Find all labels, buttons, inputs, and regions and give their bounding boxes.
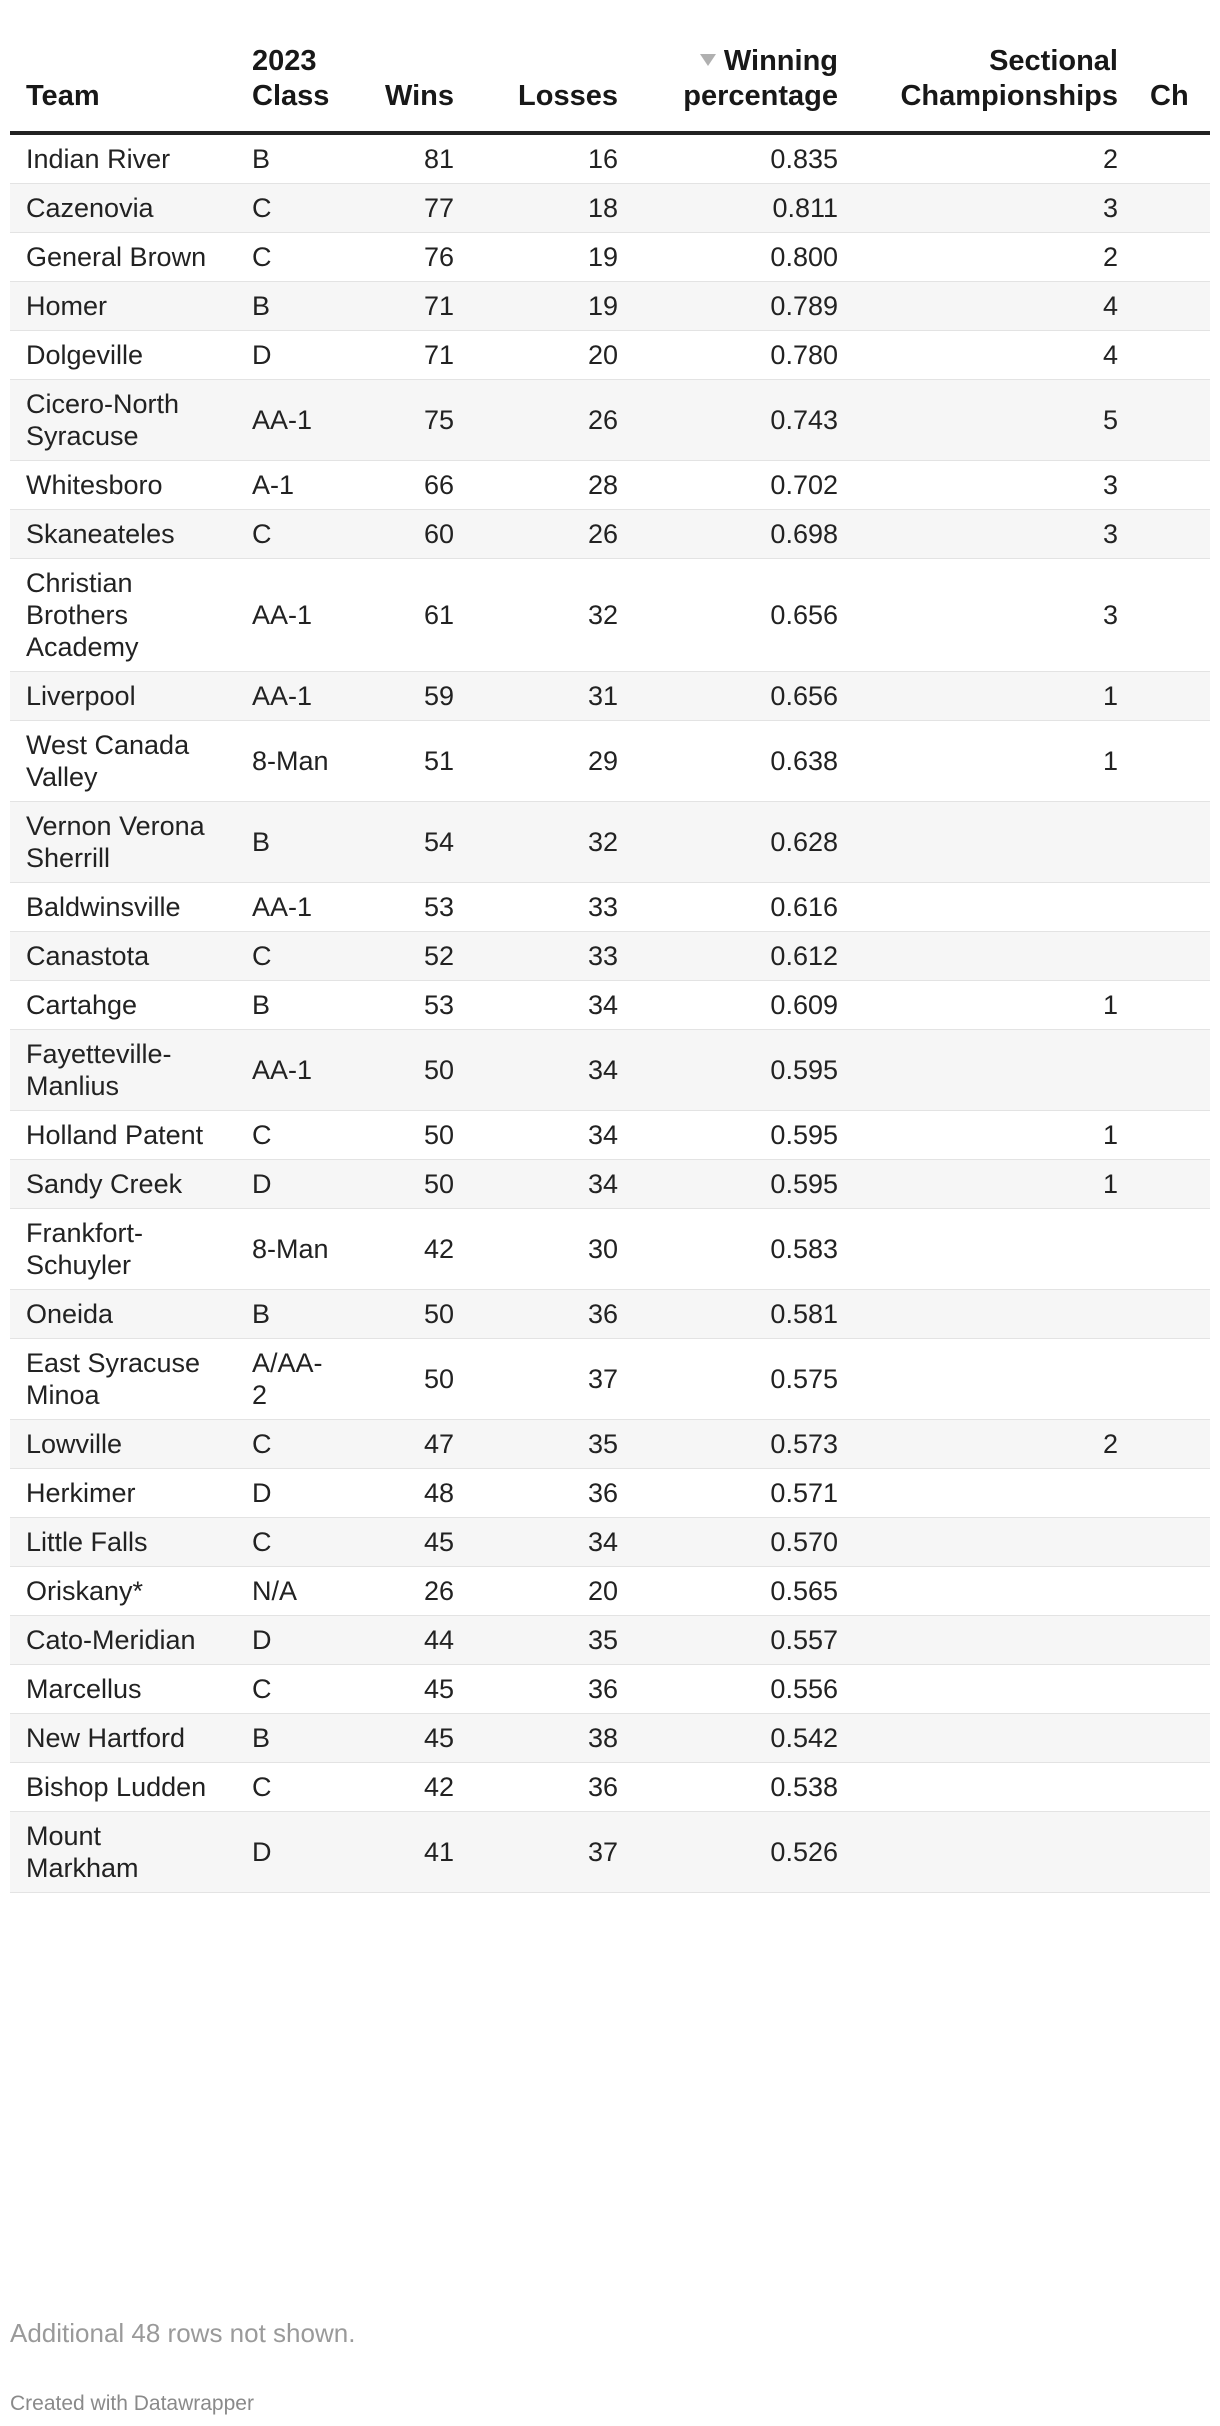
cell-sectional-championships: 4 [854, 331, 1134, 380]
table-container [10, 0, 1210, 2426]
table-row [10, 1030, 1210, 1111]
cell-winning-percentage: 0.628 [634, 802, 854, 883]
cell-class: B [236, 981, 350, 1030]
cell-wins: 81 [350, 133, 470, 184]
cell-losses: 33 [470, 883, 634, 932]
cell-winning-percentage: 0.656 [634, 672, 854, 721]
cell-losses: 34 [470, 981, 634, 1030]
cell-winning-percentage: 0.595 [634, 1030, 854, 1111]
cell-wins: 71 [350, 331, 470, 380]
cell-class: C [236, 1420, 350, 1469]
column-header-sectional-championships[interactable]: Sectional Championships [854, 40, 1134, 133]
cell-championships-truncated [1134, 1812, 1210, 1893]
cell-class: AA-1 [236, 559, 350, 672]
cell-winning-percentage: 0.571 [634, 1469, 854, 1518]
cell-class: C [236, 932, 350, 981]
cell-wins: 75 [350, 380, 470, 461]
cell-winning-percentage: 0.583 [634, 1209, 854, 1290]
cell-losses: 32 [470, 802, 634, 883]
cell-class: AA-1 [236, 380, 350, 461]
cell-team: Whitesboro [10, 461, 236, 510]
table-row [10, 932, 1210, 981]
cell-wins: 50 [350, 1290, 470, 1339]
cell-wins: 53 [350, 981, 470, 1030]
cell-team: Holland Patent [10, 1111, 236, 1160]
cell-championships-truncated [1134, 1209, 1210, 1290]
table-row [10, 184, 1210, 233]
cell-team: Indian River [10, 133, 236, 184]
table-row [10, 802, 1210, 883]
cell-sectional-championships [854, 932, 1134, 981]
cell-wins: 71 [350, 282, 470, 331]
cell-team: General Brown [10, 233, 236, 282]
cell-sectional-championships [854, 1290, 1134, 1339]
cell-team: Mount Markham [10, 1812, 236, 1893]
cell-winning-percentage: 0.573 [634, 1420, 854, 1469]
cell-losses: 34 [470, 1160, 634, 1209]
cell-winning-percentage: 0.581 [634, 1290, 854, 1339]
cell-sectional-championships: 1 [854, 981, 1134, 1030]
cell-team: Little Falls [10, 1518, 236, 1567]
table-row [10, 1616, 1210, 1665]
cell-losses: 19 [470, 282, 634, 331]
cell-championships-truncated [1134, 883, 1210, 932]
cell-class: B [236, 282, 350, 331]
column-header-championships-truncated[interactable]: Ch [1134, 40, 1210, 133]
data-table [10, 40, 1210, 1893]
cell-sectional-championships [854, 1616, 1134, 1665]
cell-championships-truncated [1134, 461, 1210, 510]
cell-wins: 42 [350, 1209, 470, 1290]
cell-championships-truncated [1134, 672, 1210, 721]
cell-wins: 45 [350, 1518, 470, 1567]
cell-wins: 52 [350, 932, 470, 981]
cell-team: Cato-Meridian [10, 1616, 236, 1665]
cell-class: B [236, 1714, 350, 1763]
cell-wins: 44 [350, 1616, 470, 1665]
cell-winning-percentage: 0.835 [634, 133, 854, 184]
cell-class: C [236, 1763, 350, 1812]
cell-championships-truncated [1134, 510, 1210, 559]
cell-winning-percentage: 0.743 [634, 380, 854, 461]
cell-winning-percentage: 0.595 [634, 1160, 854, 1209]
cell-class: AA-1 [236, 672, 350, 721]
cell-losses: 30 [470, 1209, 634, 1290]
cell-championships-truncated [1134, 932, 1210, 981]
cell-sectional-championships: 1 [854, 1160, 1134, 1209]
table-row [10, 1763, 1210, 1812]
table-row [10, 1290, 1210, 1339]
cell-winning-percentage: 0.557 [634, 1616, 854, 1665]
cell-wins: 50 [350, 1111, 470, 1160]
table-row [10, 1209, 1210, 1290]
cell-sectional-championships [854, 1567, 1134, 1616]
cell-team: Christian Brothers Academy [10, 559, 236, 672]
cell-championships-truncated [1134, 1030, 1210, 1111]
cell-winning-percentage: 0.800 [634, 233, 854, 282]
cell-losses: 36 [470, 1469, 634, 1518]
cell-losses: 37 [470, 1339, 634, 1420]
table-row [10, 510, 1210, 559]
cell-wins: 50 [350, 1339, 470, 1420]
cell-team: Dolgeville [10, 331, 236, 380]
table-body [10, 133, 1210, 1893]
cell-championships-truncated [1134, 1339, 1210, 1420]
cell-winning-percentage: 0.556 [634, 1665, 854, 1714]
column-header-team[interactable]: Team [10, 40, 236, 133]
cell-team: West Canada Valley [10, 721, 236, 802]
table-row [10, 282, 1210, 331]
cell-championships-truncated [1134, 282, 1210, 331]
cell-losses: 32 [470, 559, 634, 672]
cell-winning-percentage: 0.780 [634, 331, 854, 380]
cell-wins: 47 [350, 1420, 470, 1469]
cell-losses: 29 [470, 721, 634, 802]
table-row [10, 559, 1210, 672]
cell-class: D [236, 1812, 350, 1893]
cell-sectional-championships [854, 1763, 1134, 1812]
cell-class: A/AA-2 [236, 1339, 350, 1420]
cell-wins: 76 [350, 233, 470, 282]
cell-championships-truncated [1134, 1763, 1210, 1812]
cell-team: Oneida [10, 1290, 236, 1339]
table-row [10, 133, 1210, 184]
cell-class: AA-1 [236, 883, 350, 932]
cell-class: C [236, 184, 350, 233]
cell-sectional-championships: 2 [854, 233, 1134, 282]
cell-championships-truncated [1134, 1714, 1210, 1763]
cell-class: C [236, 1111, 350, 1160]
cell-losses: 20 [470, 331, 634, 380]
cell-class: D [236, 1469, 350, 1518]
cell-winning-percentage: 0.789 [634, 282, 854, 331]
cell-sectional-championships [854, 1209, 1134, 1290]
cell-losses: 16 [470, 133, 634, 184]
cell-wins: 77 [350, 184, 470, 233]
cell-team: Cicero-North Syracuse [10, 380, 236, 461]
cell-losses: 20 [470, 1567, 634, 1616]
cell-wins: 60 [350, 510, 470, 559]
cell-championships-truncated [1134, 1665, 1210, 1714]
cell-losses: 35 [470, 1616, 634, 1665]
column-header-winning-percentage[interactable] [634, 40, 854, 133]
cell-championships-truncated [1134, 1567, 1210, 1616]
cell-losses: 26 [470, 510, 634, 559]
column-header-winning-percentage-label: Winning percentage [683, 45, 838, 112]
table-row [10, 1420, 1210, 1469]
cell-class: B [236, 133, 350, 184]
cell-sectional-championships [854, 1339, 1134, 1420]
cell-team: Frankfort-Schuyler [10, 1209, 236, 1290]
cell-wins: 54 [350, 802, 470, 883]
cell-losses: 35 [470, 1420, 634, 1469]
column-header-class[interactable]: 2023 Class [236, 40, 350, 133]
table-row [10, 1469, 1210, 1518]
cell-team: Herkimer [10, 1469, 236, 1518]
cell-sectional-championships: 1 [854, 672, 1134, 721]
cell-winning-percentage: 0.565 [634, 1567, 854, 1616]
cell-championships-truncated [1134, 1290, 1210, 1339]
sort-descending-icon [700, 54, 716, 66]
cell-championships-truncated [1134, 233, 1210, 282]
cell-class: 8-Man [236, 1209, 350, 1290]
cell-wins: 41 [350, 1812, 470, 1893]
table-row [10, 1160, 1210, 1209]
cell-championships-truncated [1134, 802, 1210, 883]
cell-wins: 50 [350, 1030, 470, 1111]
cell-wins: 53 [350, 883, 470, 932]
cell-sectional-championships: 3 [854, 184, 1134, 233]
table-row [10, 331, 1210, 380]
table-row [10, 1714, 1210, 1763]
cell-winning-percentage: 0.526 [634, 1812, 854, 1893]
cell-sectional-championships: 4 [854, 282, 1134, 331]
table-row [10, 1339, 1210, 1420]
cell-winning-percentage: 0.811 [634, 184, 854, 233]
cell-team: Fayetteville-Manlius [10, 1030, 236, 1111]
cell-winning-percentage: 0.575 [634, 1339, 854, 1420]
cell-losses: 26 [470, 380, 634, 461]
cell-wins: 45 [350, 1714, 470, 1763]
cell-team: Sandy Creek [10, 1160, 236, 1209]
cell-team: Canastota [10, 932, 236, 981]
cell-sectional-championships: 1 [854, 721, 1134, 802]
cell-championships-truncated [1134, 721, 1210, 802]
cell-winning-percentage: 0.702 [634, 461, 854, 510]
cell-championships-truncated [1134, 1469, 1210, 1518]
cell-losses: 36 [470, 1763, 634, 1812]
cell-losses: 31 [470, 672, 634, 721]
cell-winning-percentage: 0.616 [634, 883, 854, 932]
cell-class: C [236, 510, 350, 559]
cell-sectional-championships: 2 [854, 133, 1134, 184]
cell-team: Vernon Verona Sherrill [10, 802, 236, 883]
cell-sectional-championships: 3 [854, 461, 1134, 510]
cell-wins: 61 [350, 559, 470, 672]
cell-sectional-championships [854, 1714, 1134, 1763]
cell-championships-truncated [1134, 184, 1210, 233]
column-header-losses[interactable]: Losses [470, 40, 634, 133]
cell-winning-percentage: 0.698 [634, 510, 854, 559]
cell-sectional-championships [854, 1665, 1134, 1714]
table-row [10, 233, 1210, 282]
cell-championships-truncated [1134, 133, 1210, 184]
cell-wins: 59 [350, 672, 470, 721]
cell-losses: 37 [470, 1812, 634, 1893]
header-row [10, 40, 1210, 133]
cell-winning-percentage: 0.538 [634, 1763, 854, 1812]
cell-championships-truncated [1134, 559, 1210, 672]
cell-team: Skaneateles [10, 510, 236, 559]
cell-championships-truncated [1134, 1518, 1210, 1567]
datawrapper-credit[interactable]: Created with Datawrapper [10, 2392, 254, 2415]
cell-championships-truncated [1134, 1111, 1210, 1160]
cell-championships-truncated [1134, 981, 1210, 1030]
cell-losses: 36 [470, 1665, 634, 1714]
cell-sectional-championships [854, 1518, 1134, 1567]
cell-team: Oriskany* [10, 1567, 236, 1616]
column-header-wins[interactable]: Wins [350, 40, 470, 133]
cell-class: C [236, 1665, 350, 1714]
cell-class: B [236, 1290, 350, 1339]
cell-sectional-championships [854, 1812, 1134, 1893]
cell-team: Marcellus [10, 1665, 236, 1714]
cell-sectional-championships [854, 1469, 1134, 1518]
cell-sectional-championships [854, 883, 1134, 932]
cell-class: D [236, 1160, 350, 1209]
cell-wins: 66 [350, 461, 470, 510]
cell-wins: 51 [350, 721, 470, 802]
cell-class: AA-1 [236, 1030, 350, 1111]
cell-losses: 34 [470, 1111, 634, 1160]
cell-wins: 42 [350, 1763, 470, 1812]
cell-winning-percentage: 0.638 [634, 721, 854, 802]
cell-team: Liverpool [10, 672, 236, 721]
cell-championships-truncated [1134, 1616, 1210, 1665]
table-row [10, 1567, 1210, 1616]
table-row [10, 1518, 1210, 1567]
cell-sectional-championships: 1 [854, 1111, 1134, 1160]
table-row [10, 721, 1210, 802]
cell-team: Lowville [10, 1420, 236, 1469]
cell-wins: 48 [350, 1469, 470, 1518]
rows-hidden-note: Additional 48 rows not shown. [10, 2318, 356, 2348]
cell-winning-percentage: 0.542 [634, 1714, 854, 1763]
cell-sectional-championships [854, 802, 1134, 883]
cell-team: Cazenovia [10, 184, 236, 233]
cell-wins: 50 [350, 1160, 470, 1209]
cell-losses: 34 [470, 1518, 634, 1567]
table-row [10, 672, 1210, 721]
cell-class: 8-Man [236, 721, 350, 802]
cell-winning-percentage: 0.570 [634, 1518, 854, 1567]
cell-team: East Syracuse Minoa [10, 1339, 236, 1420]
cell-sectional-championships: 3 [854, 559, 1134, 672]
table-row [10, 883, 1210, 932]
table-row [10, 1665, 1210, 1714]
table-row [10, 461, 1210, 510]
table-row [10, 1812, 1210, 1893]
cell-championships-truncated [1134, 1420, 1210, 1469]
cell-sectional-championships: 5 [854, 380, 1134, 461]
cell-sectional-championships [854, 1030, 1134, 1111]
cell-class: A-1 [236, 461, 350, 510]
cell-team: New Hartford [10, 1714, 236, 1763]
cell-winning-percentage: 0.612 [634, 932, 854, 981]
cell-losses: 18 [470, 184, 634, 233]
cell-losses: 28 [470, 461, 634, 510]
table-row [10, 981, 1210, 1030]
cell-championships-truncated [1134, 380, 1210, 461]
cell-losses: 34 [470, 1030, 634, 1111]
cell-losses: 19 [470, 233, 634, 282]
cell-team: Bishop Ludden [10, 1763, 236, 1812]
cell-class: C [236, 233, 350, 282]
table-row [10, 380, 1210, 461]
cell-class: D [236, 1616, 350, 1665]
cell-class: N/A [236, 1567, 350, 1616]
cell-winning-percentage: 0.656 [634, 559, 854, 672]
cell-losses: 33 [470, 932, 634, 981]
cell-winning-percentage: 0.609 [634, 981, 854, 1030]
cell-team: Cartahge [10, 981, 236, 1030]
table-row [10, 1111, 1210, 1160]
cell-championships-truncated [1134, 1160, 1210, 1209]
cell-wins: 45 [350, 1665, 470, 1714]
cell-losses: 36 [470, 1290, 634, 1339]
cell-class: B [236, 802, 350, 883]
cell-sectional-championships: 2 [854, 1420, 1134, 1469]
cell-class: C [236, 1518, 350, 1567]
cell-wins: 26 [350, 1567, 470, 1616]
cell-team: Baldwinsville [10, 883, 236, 932]
cell-losses: 38 [470, 1714, 634, 1763]
cell-winning-percentage: 0.595 [634, 1111, 854, 1160]
cell-championships-truncated [1134, 331, 1210, 380]
cell-class: D [236, 331, 350, 380]
cell-team: Homer [10, 282, 236, 331]
cell-sectional-championships: 3 [854, 510, 1134, 559]
